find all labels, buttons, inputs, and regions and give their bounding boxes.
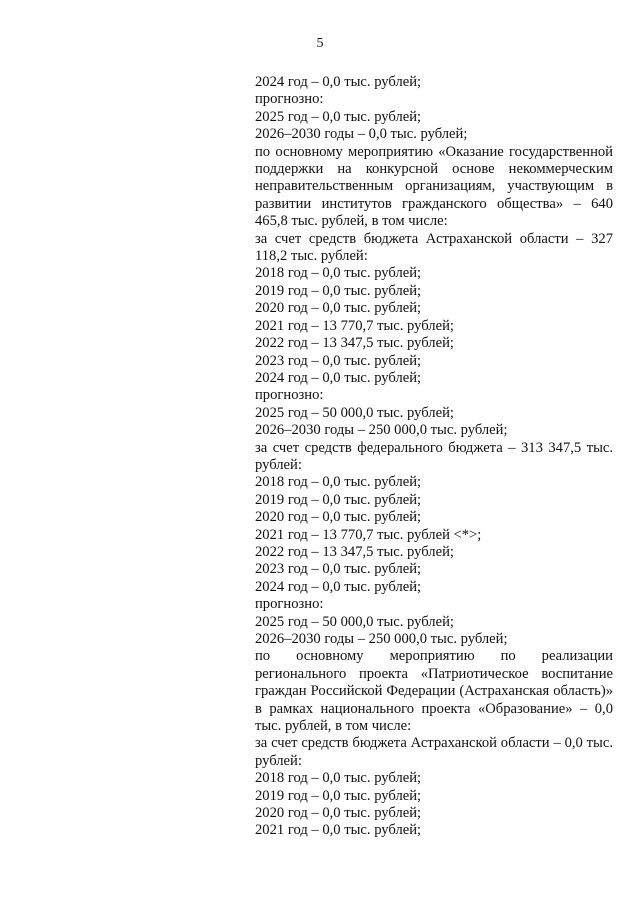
text-line: 2024 год – 0,0 тыс. рублей; — [255, 74, 422, 90]
text-line: 2021 год – 13 770,7 тыс. рублей <*>; — [255, 526, 482, 543]
paragraph-regional-budget: за счет средств бюджета Астраханской области – 327 118,2 тыс. рублей: — [255, 230, 613, 265]
text-line: 2018 год – 0,0 тыс. рублей; — [255, 265, 422, 282]
paragraph-main-event-patriotic: по основному мероприятию по реализации регионального проекта «Патриотическое воспитание граждан Российской Федерации (Астраханская область)» в рамках национального проекта «Образование» – 0,0 тыс. рублей, в том числе: — [255, 648, 613, 735]
text-line: 2019 год – 0,0 тыс. рублей; — [255, 491, 422, 508]
text-line: прогнозно: — [255, 387, 324, 404]
text-line: 2026–2030 годы – 250 000,0 тыс. рублей; — [255, 631, 508, 647]
text-line: 2025 год – 50 000,0 тыс. рублей; — [255, 613, 454, 630]
page-number: 5 — [316, 36, 324, 51]
text-line: 2023 год – 0,0 тыс. рублей; — [255, 352, 422, 369]
text-line: 2018 год – 0,0 тыс. рублей; — [255, 474, 422, 491]
text-line: 2021 год – 0,0 тыс. рублей; — [255, 822, 422, 839]
text-line: прогнозно: — [255, 596, 324, 613]
paragraph-federal-budget: за счет средств федерального бюджета – 313 347,5 тыс. рублей: — [255, 439, 613, 473]
text-line: 2023 год – 0,0 тыс. рублей; — [255, 561, 422, 578]
text-line: прогнозно: — [255, 91, 324, 108]
text-line: 2019 год – 0,0 тыс. рублей; — [255, 787, 422, 804]
text-line: 2019 год – 0,0 тыс. рублей; — [255, 282, 422, 299]
text-line: 2025 год – 50 000,0 тыс. рублей; — [255, 404, 454, 421]
text-line: 2024 год – 0,0 тыс. рублей; — [255, 369, 422, 386]
paragraph-regional-budget-2: за счет средств бюджета Астраханской области – 0,0 тыс. рублей: — [255, 735, 613, 769]
document-body — [255, 74, 613, 840]
text-line: 2025 год – 0,0 тыс. рублей; — [255, 108, 422, 125]
text-line: 2022 год – 13 347,5 тыс. рублей; — [255, 335, 454, 352]
text-line: 2020 год – 0,0 тыс. рублей; — [255, 300, 422, 317]
text-line: 2020 год – 0,0 тыс. рублей; — [255, 805, 422, 822]
paragraph-main-event-ngo-support: по основному мероприятию «Оказание государственной поддержки на конкурсной основе некоммерческим неправительственным организациям, участвующим в развитии институтов гражданского общества» – 640 465,8 тыс. рублей, в том числе: — [255, 143, 613, 230]
text-line: 2018 год – 0,0 тыс. рублей; — [255, 770, 422, 787]
text-line: 2020 год – 0,0 тыс. рублей; — [255, 509, 422, 526]
text-line: 2024 год – 0,0 тыс. рублей; — [255, 578, 422, 595]
text-line: 2021 год – 13 770,7 тыс. рублей; — [255, 317, 454, 334]
text-line: 2022 год – 13 347,5 тыс. рублей; — [255, 543, 454, 560]
text-line: 2026–2030 годы – 250 000,0 тыс. рублей; — [255, 422, 508, 439]
text-line: 2026–2030 годы – 0,0 тыс. рублей; — [255, 126, 468, 143]
